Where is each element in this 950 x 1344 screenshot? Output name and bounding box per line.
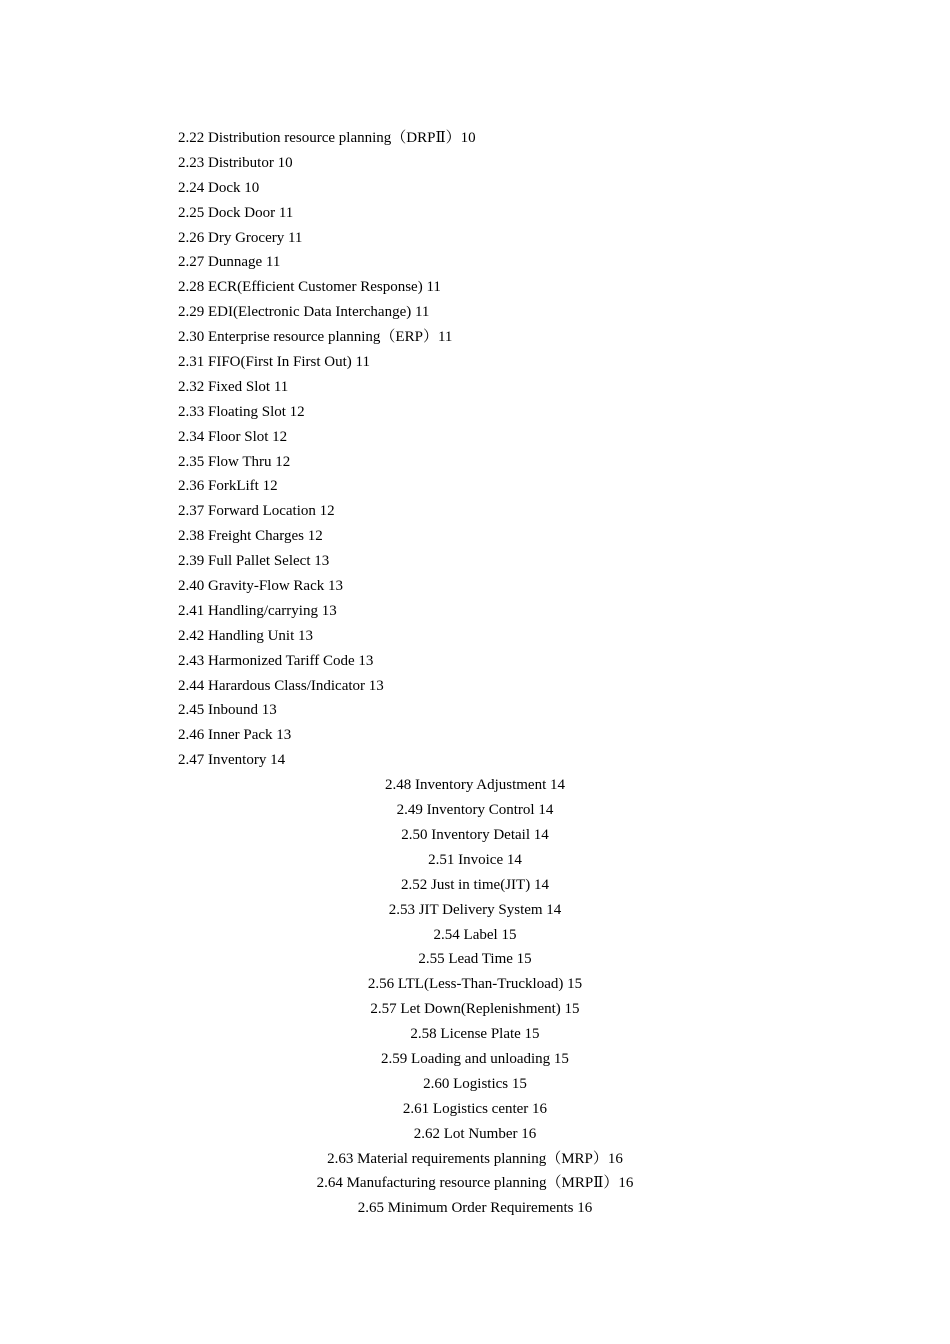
toc-entry: 2.51 Invoice 14 xyxy=(428,851,522,868)
toc-entry: 2.28 ECR(Efficient Customer Response) 11 xyxy=(178,279,441,296)
toc-entry: 2.52 Just in time(JIT) 14 xyxy=(401,876,549,893)
toc-entry: 2.25 Dock Door 11 xyxy=(178,204,294,221)
toc-entry: 2.59 Loading and unloading 15 xyxy=(381,1050,569,1067)
toc-entry: 2.60 Logistics 15 xyxy=(423,1075,527,1092)
toc-entry: 2.50 Inventory Detail 14 xyxy=(401,826,549,843)
toc-entry: 2.24 Dock 10 xyxy=(178,179,260,196)
toc-entry: 2.27 Dunnage 11 xyxy=(178,254,281,271)
toc-entry: 2.37 Forward Location 12 xyxy=(178,503,335,520)
toc-entry: 2.34 Floor Slot 12 xyxy=(178,428,288,445)
toc-entry: 2.36 ForkLift 12 xyxy=(178,478,278,495)
toc-entry: 2.55 Lead Time 15 xyxy=(418,951,532,968)
toc-entry: 2.57 Let Down(Replenishment) 15 xyxy=(370,1001,580,1018)
toc-entry: 2.64 Manufacturing resource planning（MRPⅡ）16 xyxy=(316,1175,634,1192)
toc-entry: 2.43 Harmonized Tariff Code 13 xyxy=(178,652,374,669)
toc-entry: 2.23 Distributor 10 xyxy=(178,154,293,171)
toc-entry: 2.47 Inventory 14 xyxy=(178,752,286,769)
toc-entry: 2.48 Inventory Adjustment 14 xyxy=(385,777,565,794)
toc-entry: 2.45 Inbound 13 xyxy=(178,702,277,719)
toc-entry: 2.33 Floating Slot 12 xyxy=(178,403,305,420)
toc-entry: 2.29 EDI(Electronic Data Interchange) 11 xyxy=(178,304,430,321)
toc-entry: 2.53 JIT Delivery System 14 xyxy=(388,901,562,918)
toc-entry: 2.38 Freight Charges 12 xyxy=(178,528,323,545)
toc-entry: 2.62 Lot Number 16 xyxy=(413,1125,537,1142)
toc-entry: 2.32 Fixed Slot 11 xyxy=(178,378,289,395)
toc-entry: 2.58 License Plate 15 xyxy=(410,1026,540,1043)
toc-entry: 2.40 Gravity-Flow Rack 13 xyxy=(178,578,343,595)
toc-entry: 2.65 Minimum Order Requirements 16 xyxy=(357,1200,593,1217)
toc-entry: 2.42 Handling Unit 13 xyxy=(178,627,313,644)
toc-entry: 2.22 Distribution resource planning（DRPⅡ）10 xyxy=(178,130,476,146)
toc-entry: 2.35 Flow Thru 12 xyxy=(178,453,291,470)
toc-entry: 2.46 Inner Pack 13 xyxy=(178,727,292,744)
toc-entry: 2.30 Enterprise resource planning（ERP）11 xyxy=(178,329,453,346)
toc-entry: 2.61 Logistics center 16 xyxy=(402,1100,548,1117)
toc-entry: 2.31 FIFO(First In First Out) 11 xyxy=(178,354,370,371)
toc-entry: 2.63 Material requirements planning（MRP）16 xyxy=(327,1150,623,1167)
toc-entry: 2.26 Dry Grocery 11 xyxy=(178,229,303,246)
table-of-contents xyxy=(0,126,950,1221)
toc-entry: 2.39 Full Pallet Select 13 xyxy=(178,553,330,570)
toc-entry: 2.41 Handling/carrying 13 xyxy=(178,602,337,619)
toc-entry: 2.56 LTL(Less-Than-Truckload) 15 xyxy=(367,976,583,993)
toc-entry: 2.54 Label 15 xyxy=(433,926,517,943)
toc-entry: 2.44 Harardous Class/Indicator 13 xyxy=(178,677,384,694)
toc-entry: 2.49 Inventory Control 14 xyxy=(396,802,554,819)
